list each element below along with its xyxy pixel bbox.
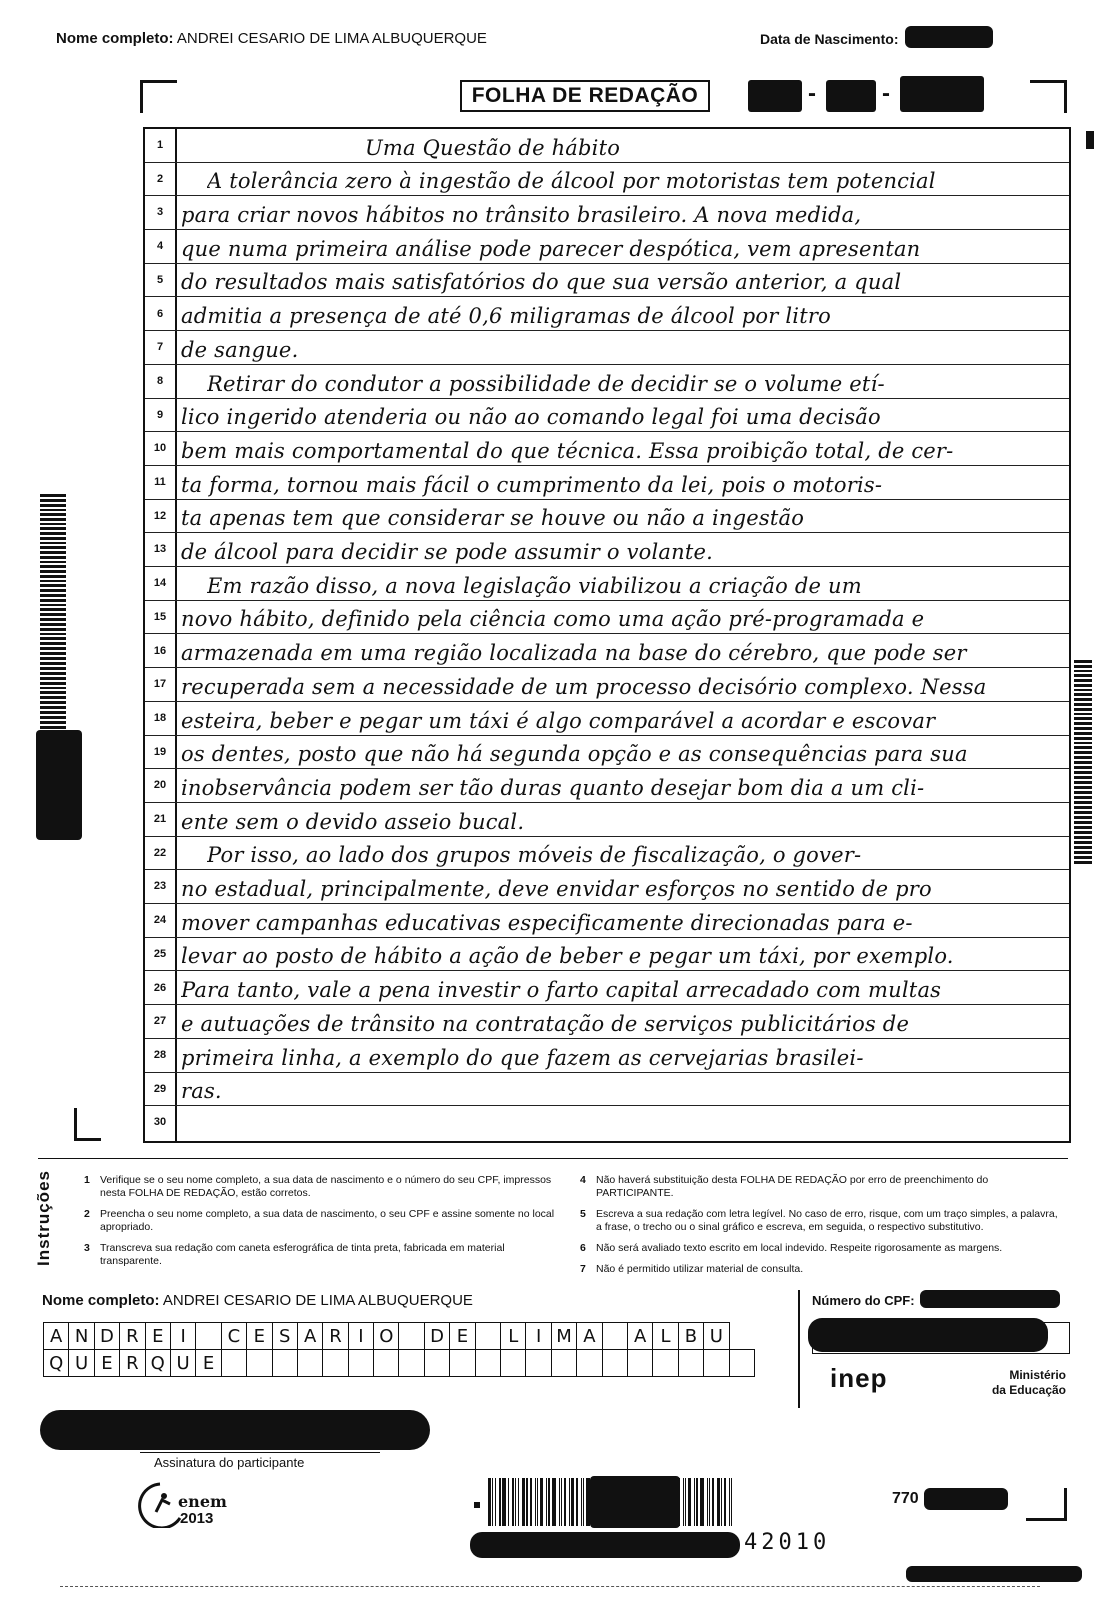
date-separator-2: - — [882, 80, 890, 107]
barcode-bar — [552, 1478, 556, 1526]
line-number: 4 — [156, 240, 164, 253]
name-box — [322, 1349, 348, 1377]
essay-line — [145, 668, 1069, 702]
instruction-item: 5 Escreva a sua redação com letra legível. No caso de erro, risque, com um traço simples, a palavra, a frase, o trecho ou o sinal gráfico e escreva, em seguida, o respectivo substitutivo. — [580, 1208, 1062, 1234]
inep-logo: inep — [830, 1363, 888, 1393]
barcode-bar — [561, 1478, 562, 1526]
instruction-text: Não haverá substituição desta FOLHA DE REDAÇÃO por erro de preenchimento do PARTICIPANTE. — [596, 1174, 989, 1199]
line-number: 14 — [153, 577, 167, 590]
line-text: de sangue. — [181, 337, 299, 362]
barcode-bar — [688, 1478, 691, 1526]
name-box: M — [551, 1322, 577, 1350]
footer-name-value: ANDREI CESARIO DE LIMA ALBUQUERQUE — [162, 1292, 473, 1309]
barcode-bar — [581, 1478, 582, 1526]
barcode-bar — [559, 1478, 560, 1526]
instructions-label — [33, 1160, 68, 1280]
ministerio-label — [956, 1368, 1066, 1398]
corner-mark-bottom-left — [74, 1108, 101, 1141]
essay-line — [145, 264, 1069, 298]
name-box — [678, 1349, 704, 1377]
line-number: 23 — [153, 880, 167, 893]
essay-line — [145, 399, 1069, 433]
name-box — [703, 1349, 729, 1377]
redacted-left-barcode-label — [36, 730, 82, 840]
barcode-bar — [492, 1478, 493, 1526]
essay-line — [145, 635, 1069, 669]
essay-line — [145, 972, 1069, 1006]
barcode-bar — [540, 1478, 543, 1526]
essay-line — [145, 432, 1069, 466]
header-dob-label: Data de Nascimento: — [760, 31, 899, 47]
line-text: esteira, beber e pegar um táxi é algo comparável a acordar e escovar — [181, 708, 936, 733]
essay-line — [145, 938, 1069, 972]
name-box: N — [68, 1322, 94, 1350]
signature-label: Assinatura do participante — [154, 1455, 305, 1470]
barcode-bar — [515, 1478, 516, 1526]
barcode-bar — [526, 1478, 528, 1526]
barcode-bar — [717, 1478, 720, 1526]
date-separator-1: - — [808, 80, 816, 107]
name-box: D — [424, 1322, 450, 1350]
line-text: mover campanhas educativas especificamente direcionadas para e- — [181, 910, 913, 935]
name-box: O — [373, 1322, 399, 1350]
essay-line — [145, 298, 1069, 332]
line-number: 29 — [153, 1082, 167, 1095]
line-text: A tolerância zero à ingestão de álcool por motoristas tem potencial — [207, 169, 936, 194]
name-box: A — [297, 1322, 323, 1350]
name-box — [348, 1349, 374, 1377]
name-box — [297, 1349, 323, 1377]
instruction-text: Verifique se o seu nome completo, a sua data de nascimento e o número do seu CPF, impressos nesta FOLHA DE REDAÇÃO, estão corretos. — [100, 1174, 552, 1199]
line-number: 19 — [153, 745, 167, 758]
line-number: 18 — [153, 711, 167, 724]
line-text: recuperada sem a necessidade de um processo decisório complexo. Nessa — [181, 674, 987, 699]
instruction-text: Não será avaliado texto escrito em local indevido. Respeite rigorosamente as margens. — [596, 1242, 1003, 1254]
name-box: A — [43, 1322, 69, 1350]
enem-logo — [130, 1478, 230, 1528]
name-box — [424, 1349, 450, 1377]
essay-line — [145, 803, 1069, 837]
sheet-title: FOLHA DE REDAÇÃO — [460, 80, 710, 112]
barcode-bar — [696, 1478, 698, 1526]
barcode-bar — [569, 1478, 570, 1526]
line-text: Retirar do condutor a possibilidade de decidir se o volume etí- — [207, 371, 885, 396]
essay-line — [145, 1005, 1069, 1039]
name-box — [576, 1349, 602, 1377]
barcode-bar — [495, 1478, 496, 1526]
line-number: 15 — [153, 610, 167, 623]
essay-line — [145, 331, 1069, 365]
header-name-value: ANDREI CESARIO DE LIMA ALBUQUERQUE — [176, 30, 487, 47]
name-box: I — [525, 1322, 551, 1350]
name-box — [627, 1349, 653, 1377]
name-boxes-row-1 — [44, 1322, 730, 1350]
line-number: 2 — [156, 172, 164, 185]
line-number: 21 — [153, 813, 167, 825]
footer-name-label: Nome completo: — [42, 1292, 160, 1309]
line-text: Por isso, ao lado dos grupos móveis de fiscalização, o gover- — [207, 843, 862, 868]
name-box: E — [246, 1322, 272, 1350]
essay-line — [145, 196, 1069, 230]
barcode-bar — [571, 1478, 574, 1526]
essay-sheet — [143, 127, 1071, 1143]
line-text: armazenada em uma região localizada na base do cérebro, que pode ser — [181, 641, 967, 666]
barcode-bar — [576, 1478, 578, 1526]
line-number: 9 — [156, 408, 164, 421]
barcode-bar — [530, 1478, 532, 1526]
line-number: 11 — [154, 476, 166, 488]
instruction-item: 2 Preencha o seu nome completo, a sua data de nascimento, o seu CPF e assine somente no local apropriado. — [84, 1208, 564, 1234]
corner-mark-top-right — [1030, 80, 1067, 113]
line-text: ta apenas tem que considerar se houve ou não a ingestão — [181, 506, 805, 531]
instruction-text: Não é permitido utilizar material de consulta. — [596, 1263, 804, 1275]
redacted-cpf-handwritten — [808, 1318, 1048, 1352]
instruction-item: 7 Não é permitido utilizar material de consulta. — [580, 1263, 804, 1275]
redacted-date-day — [748, 80, 802, 112]
redacted-date-year — [900, 76, 984, 112]
line-text: primeira linha, a exemplo do que fazem as cervejarias brasilei- — [181, 1045, 864, 1070]
redacted-barcode-number — [470, 1532, 740, 1558]
name-box — [246, 1349, 272, 1377]
ministerio-line-1: Ministério — [1009, 1368, 1066, 1382]
name-box — [551, 1349, 577, 1377]
bottom-dash-marks — [60, 1586, 1040, 1588]
essay-line — [145, 1039, 1069, 1073]
name-box: R — [119, 1349, 145, 1377]
enem-year: 2013 — [180, 1510, 214, 1527]
line-text: Em razão disso, a nova legislação viabilizou a criação de um — [207, 573, 862, 598]
barcode-bar — [729, 1478, 730, 1526]
sheet-code: 770 — [892, 1490, 919, 1507]
barcode-dot — [474, 1502, 480, 1508]
barcode-bar — [683, 1478, 684, 1526]
line-number: 3 — [156, 206, 164, 219]
line-text: Uma Questão de hábito — [365, 135, 621, 160]
line-text: Para tanto, vale a pena investir o farto capital arrecadado com multas — [181, 978, 942, 1003]
line-number: 12 — [153, 509, 167, 522]
line-number: 22 — [153, 846, 167, 859]
name-box: Q — [43, 1349, 69, 1377]
enem-name: enem — [178, 1492, 227, 1511]
barcode-bar — [564, 1478, 566, 1526]
line-number: 8 — [156, 374, 164, 387]
essay-line — [145, 365, 1069, 399]
name-box: A — [576, 1322, 602, 1350]
essay-line — [145, 1073, 1069, 1107]
cpf-section-border — [798, 1290, 800, 1408]
essay-line — [145, 736, 1069, 770]
instruction-text: Preencha o seu nome completo, a sua data de nascimento, o seu CPF e assine somente no local apropriado. — [100, 1208, 555, 1233]
name-box: S — [272, 1322, 298, 1350]
line-number: 28 — [153, 1048, 167, 1061]
essay-line — [145, 129, 1069, 163]
line-number: 17 — [153, 678, 167, 691]
name-box — [475, 1349, 501, 1377]
footer-name — [42, 1292, 473, 1309]
essay-line — [145, 904, 1069, 938]
instruction-text: Escreva a sua redação com letra legível. No caso de erro, risque, com um traço simples, a palavra, a frase, o trecho ou o sinal gráfico e escreva, em seguida, o respectivo substitutivo. — [596, 1208, 1058, 1233]
line-text: ras. — [181, 1079, 222, 1104]
line-text: e autuações de trânsito na contratação de serviços publicitários de — [181, 1011, 910, 1036]
barcode-bar — [712, 1478, 714, 1526]
date-field — [748, 76, 998, 116]
barcode-bar — [548, 1478, 550, 1526]
line-number: 5 — [156, 273, 164, 286]
instructions-divider — [38, 1158, 1068, 1159]
name-box — [449, 1349, 475, 1377]
essay-line — [145, 837, 1069, 871]
line-text: ente sem o devido asseio bucal. — [181, 809, 525, 834]
name-box — [475, 1322, 501, 1350]
line-text: os dentes, posto que não há segunda opção e as consequências para sua — [181, 742, 968, 767]
line-text: do resultados mais satisfatórios do que sua versão anterior, a qual — [181, 270, 902, 295]
name-box — [195, 1322, 221, 1350]
essay-line — [145, 567, 1069, 601]
line-text: bem mais comportamental do que técnica. Essa proibição total, de cer- — [181, 438, 954, 463]
header-name — [56, 30, 487, 47]
line-number: 27 — [153, 1015, 167, 1028]
barcode-bar — [694, 1478, 695, 1526]
line-text: que numa primeira análise pode parecer despótica, vem apresentan — [181, 236, 921, 261]
line-number: 6 — [156, 307, 164, 320]
line-number: 25 — [153, 947, 167, 960]
barcode-bar — [583, 1478, 584, 1526]
essay-line — [145, 230, 1069, 264]
barcode-bar — [707, 1478, 708, 1526]
line-text: novo hábito, definido pela ciência como uma ação pré-programada e — [181, 607, 925, 632]
essay-line — [145, 1106, 1069, 1140]
instructions-right — [580, 1174, 1062, 1284]
barcode-bar — [488, 1478, 491, 1526]
name-box: B — [678, 1322, 704, 1350]
line-number: 16 — [153, 644, 167, 657]
name-box — [652, 1349, 678, 1377]
ministerio-line-2: da Educação — [991, 1383, 1066, 1397]
essay-line — [145, 769, 1069, 803]
essay-line — [145, 601, 1069, 635]
name-box: L — [500, 1322, 526, 1350]
barcode-bar — [537, 1478, 538, 1526]
vertical-barcode-right — [1074, 660, 1092, 866]
essay-line — [145, 533, 1069, 567]
essay-line — [145, 163, 1069, 197]
line-number: 26 — [153, 981, 167, 994]
corner-mark-top-left — [140, 80, 177, 113]
barcode-bar — [522, 1478, 525, 1526]
name-box: U — [68, 1349, 94, 1377]
instructions-label-text: Instruções — [33, 1170, 53, 1266]
line-text: no estadual, principalmente, deve envidar esforços no sentido de pro — [181, 877, 932, 902]
name-box — [373, 1349, 399, 1377]
barcode-bar — [685, 1478, 686, 1526]
header-name-label: Nome completo: — [56, 30, 174, 47]
barcode-bar — [502, 1478, 506, 1526]
name-box — [602, 1349, 628, 1377]
line-number: 13 — [153, 543, 167, 556]
name-box — [602, 1322, 628, 1350]
instruction-item: 4 Não haverá substituição desta FOLHA DE REDAÇÃO por erro de preenchimento do PARTICIPANTE. — [580, 1174, 1062, 1200]
essay-line — [145, 870, 1069, 904]
line-text: lico ingerido atenderia ou não ao comando legal foi uma decisão — [181, 405, 881, 430]
barcode-bar — [499, 1478, 501, 1526]
name-box: I — [170, 1322, 196, 1350]
name-box — [272, 1349, 298, 1377]
name-boxes-row-2 — [44, 1349, 755, 1377]
name-box: L — [652, 1322, 678, 1350]
line-text: de álcool para decidir se pode assumir o volante. — [181, 540, 714, 565]
line-text: para criar novos hábitos no trânsito brasileiro. A nova medida, — [181, 203, 862, 228]
barcode-bar — [546, 1478, 547, 1526]
name-box: C — [221, 1322, 247, 1350]
line-number: 20 — [153, 779, 167, 792]
name-box — [729, 1349, 755, 1377]
corner-mark-bottom-right — [1026, 1488, 1067, 1521]
barcode-bar — [535, 1478, 536, 1526]
name-box: Q — [145, 1349, 171, 1377]
instruction-item: 3 Transcreva sua redação com caneta esferográfica de tinta preta, fabricada em material transparente. — [84, 1242, 564, 1268]
redacted-bottom-right — [906, 1566, 1082, 1582]
line-text: levar ao posto de hábito a ação de beber e pegar um táxi, por exemplo. — [181, 944, 954, 969]
instructions-left — [84, 1174, 564, 1276]
name-box — [500, 1349, 526, 1377]
essay-line — [145, 466, 1069, 500]
barcode-bar — [518, 1478, 519, 1526]
name-box: D — [94, 1322, 120, 1350]
side-marker — [1086, 131, 1094, 149]
barcode-bar — [721, 1478, 722, 1526]
instruction-item: 6 Não será avaliado texto escrito em local indevido. Respeite rigorosamente as margens. — [580, 1242, 1003, 1254]
cpf-label: Número do CPF: — [812, 1293, 915, 1308]
line-text: admitia a presença de até 0,6 miligramas de álcool por litro — [181, 304, 831, 329]
barcode-bar — [700, 1478, 704, 1526]
essay-line — [145, 500, 1069, 534]
redacted-date-month — [826, 80, 876, 112]
name-box: R — [119, 1322, 145, 1350]
name-box — [221, 1349, 247, 1377]
instruction-item: 1 Verifique se o seu nome completo, a sua data de nascimento e o número do seu CPF, impressos nesta FOLHA DE REDAÇÃO, estão corretos. — [84, 1174, 564, 1200]
line-number: 24 — [153, 914, 167, 927]
name-box: R — [322, 1322, 348, 1350]
line-text: ta forma, tornou mais fácil o cumprimento da lei, pois o motoris- — [181, 472, 883, 497]
name-box — [398, 1322, 424, 1350]
barcode-number: 42010 — [744, 1530, 831, 1555]
name-box: E — [145, 1322, 171, 1350]
name-box: U — [170, 1349, 196, 1377]
barcode-bar — [512, 1478, 514, 1526]
name-box: U — [703, 1322, 729, 1350]
barcode-bar — [508, 1478, 509, 1526]
redacted-dob — [905, 26, 993, 48]
name-box — [398, 1349, 424, 1377]
name-box: E — [94, 1349, 120, 1377]
line-number: 1 — [156, 139, 164, 151]
barcode-bar — [709, 1478, 710, 1526]
name-box: A — [627, 1322, 653, 1350]
line-number: 10 — [153, 442, 167, 455]
instruction-text: Transcreva sua redação com caneta esferográfica de tinta preta, fabricada em material transparente. — [100, 1242, 505, 1267]
name-box: E — [449, 1322, 475, 1350]
barcode-bar — [724, 1478, 726, 1526]
line-number: 30 — [153, 1116, 167, 1129]
line-text: inobservância podem ser tão duras quanto desejar bom dia a um cli- — [181, 775, 925, 800]
name-box — [525, 1349, 551, 1377]
name-box: I — [348, 1322, 374, 1350]
name-box: E — [195, 1349, 221, 1377]
redacted-signature — [40, 1410, 430, 1450]
barcode-bar — [731, 1478, 732, 1526]
line-number: 7 — [156, 341, 164, 354]
signature-line — [140, 1452, 380, 1453]
essay-line — [145, 702, 1069, 736]
redacted-cpf-printed — [920, 1290, 1060, 1308]
redacted-barcode-part — [590, 1476, 680, 1528]
redacted-sheet-code — [924, 1488, 1008, 1510]
